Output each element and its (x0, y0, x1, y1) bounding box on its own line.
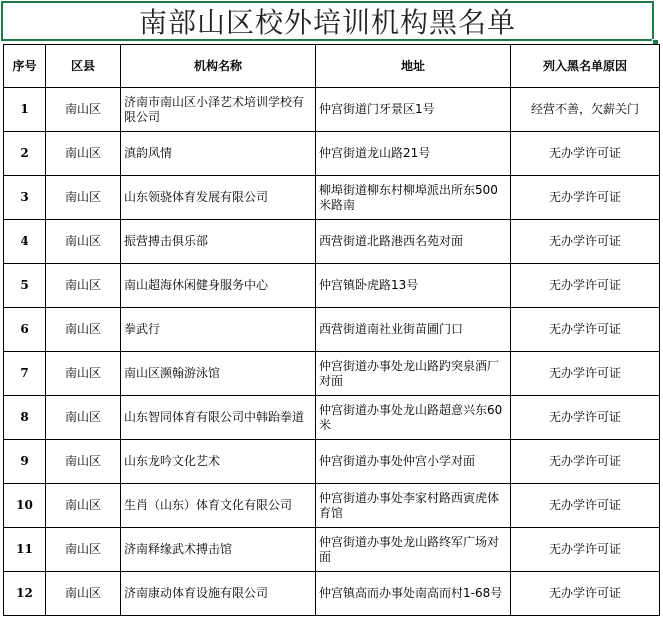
cell-org-name[interactable]: 济南康动体育设施有限公司 (121, 572, 316, 616)
cell-address[interactable]: 仲宫街道办事处龙山路超意兴东60米 (316, 396, 511, 440)
cell-seq[interactable]: 1 (4, 88, 46, 132)
cell-seq[interactable]: 9 (4, 440, 46, 484)
cell-seq[interactable]: 3 (4, 176, 46, 220)
header-reason[interactable]: 列入黑名单原因 (511, 45, 660, 88)
cell-org-name[interactable]: 济南释缘武术搏击馆 (121, 528, 316, 572)
cell-org-name[interactable]: 济南市南山区小泽艺术培训学校有限公司 (121, 88, 316, 132)
table-row (4, 352, 660, 396)
cell-district[interactable]: 南山区 (46, 220, 121, 264)
cell-address[interactable]: 西营街道南社业街苗圃门口 (316, 308, 511, 352)
cell-address[interactable]: 仲宫街道门牙景区1号 (316, 88, 511, 132)
cell-seq[interactable]: 11 (4, 528, 46, 572)
cell-reason[interactable]: 无办学许可证 (511, 352, 660, 396)
cell-district[interactable]: 南山区 (46, 88, 121, 132)
cell-seq[interactable]: 4 (4, 220, 46, 264)
cell-reason[interactable]: 无办学许可证 (511, 132, 660, 176)
cell-org-name[interactable]: 振营搏击俱乐部 (121, 220, 316, 264)
cell-seq[interactable]: 6 (4, 308, 46, 352)
cell-reason[interactable]: 无办学许可证 (511, 308, 660, 352)
cell-org-name[interactable]: 拳武行 (121, 308, 316, 352)
cell-org-name[interactable]: 南山超海休闲健身服务中心 (121, 264, 316, 308)
page-title: 南部山区校外培训机构黑名单 (138, 6, 516, 39)
cell-district[interactable]: 南山区 (46, 264, 121, 308)
cell-reason[interactable]: 经营不善，欠薪关门 (511, 88, 660, 132)
cell-reason[interactable]: 无办学许可证 (511, 396, 660, 440)
cell-address[interactable]: 仲宫街道办事处李家村路西寅虎体育馆 (316, 484, 511, 528)
header-seq[interactable]: 序号 (4, 45, 46, 88)
cell-district[interactable]: 南山区 (46, 484, 121, 528)
table-row (4, 88, 660, 132)
cell-reason[interactable]: 无办学许可证 (511, 440, 660, 484)
cell-reason[interactable]: 无办学许可证 (511, 176, 660, 220)
table-row (4, 132, 660, 176)
cell-org-name[interactable]: 滇韵风情 (121, 132, 316, 176)
table-row (4, 264, 660, 308)
cell-address[interactable]: 柳埠街道柳东村柳埠派出所东500米路南 (316, 176, 511, 220)
title-cell[interactable] (1, 1, 654, 41)
cell-address[interactable]: 仲宫街道办事处龙山路终军广场对面 (316, 528, 511, 572)
table-row (4, 308, 660, 352)
cell-address[interactable]: 仲宫镇卧虎路13号 (316, 264, 511, 308)
cell-address[interactable]: 仲宫街道办事处龙山路趵突泉酒厂对面 (316, 352, 511, 396)
cell-district[interactable]: 南山区 (46, 308, 121, 352)
cell-reason[interactable]: 无办学许可证 (511, 572, 660, 616)
cell-seq[interactable]: 5 (4, 264, 46, 308)
cell-district[interactable]: 南山区 (46, 440, 121, 484)
cell-reason[interactable]: 无办学许可证 (511, 264, 660, 308)
header-org-name[interactable]: 机构名称 (121, 45, 316, 88)
table-row (4, 396, 660, 440)
cell-address[interactable]: 仲宫街道办事处仲宫小学对面 (316, 440, 511, 484)
cell-district[interactable]: 南山区 (46, 572, 121, 616)
cell-address[interactable]: 仲宫街道龙山路21号 (316, 132, 511, 176)
cell-org-name[interactable]: 山东龙吟文化艺术 (121, 440, 316, 484)
cell-district[interactable]: 南山区 (46, 396, 121, 440)
header-district[interactable]: 区县 (46, 45, 121, 88)
cell-seq[interactable]: 8 (4, 396, 46, 440)
blacklist-table (3, 44, 660, 616)
cell-org-name[interactable]: 南山区濒翰游泳馆 (121, 352, 316, 396)
cell-org-name[interactable]: 山东领骁体育发展有限公司 (121, 176, 316, 220)
cell-org-name[interactable]: 生肖（山东）体育文化有限公司 (121, 484, 316, 528)
cell-reason[interactable]: 无办学许可证 (511, 220, 660, 264)
header-row (4, 45, 660, 88)
table-row (4, 528, 660, 572)
table-row (4, 484, 660, 528)
cell-address[interactable]: 仲宫镇高而办事处南高而村1-68号 (316, 572, 511, 616)
header-address[interactable]: 地址 (316, 45, 511, 88)
table-row (4, 220, 660, 264)
cell-org-name[interactable]: 山东智同体育有限公司中韩跆拳道 (121, 396, 316, 440)
table-row (4, 176, 660, 220)
cell-reason[interactable]: 无办学许可证 (511, 484, 660, 528)
cell-seq[interactable]: 10 (4, 484, 46, 528)
cell-seq[interactable]: 2 (4, 132, 46, 176)
table-row (4, 572, 660, 616)
cell-district[interactable]: 南山区 (46, 132, 121, 176)
table-row (4, 440, 660, 484)
cell-district[interactable]: 南山区 (46, 528, 121, 572)
cell-reason[interactable]: 无办学许可证 (511, 528, 660, 572)
cell-seq[interactable]: 7 (4, 352, 46, 396)
cell-district[interactable]: 南山区 (46, 352, 121, 396)
cell-district[interactable]: 南山区 (46, 176, 121, 220)
cell-seq[interactable]: 12 (4, 572, 46, 616)
cell-address[interactable]: 西营街道北路港西名苑对面 (316, 220, 511, 264)
